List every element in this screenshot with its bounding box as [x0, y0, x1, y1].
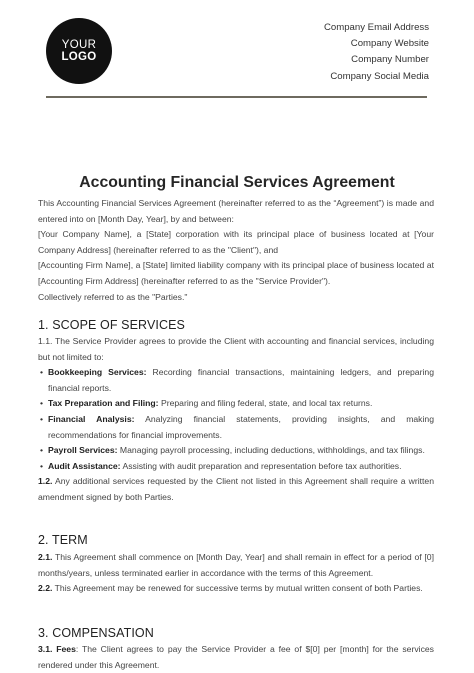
- company-logo: [46, 18, 112, 84]
- client-paragraph: [Your Company Name], a [State] corporation with its principal place of business located at [Your Company Address] (hereinafter referred to as the "Client"), and: [38, 229, 434, 255]
- section-3-body: [38, 642, 434, 673]
- provider-paragraph: [Accounting Firm Name], a [State] limited liability company with its principal place of business located at [Accounting Firm Address] (hereinafter referred to as the "Service Provider").: [38, 260, 434, 286]
- section-1-heading: 1. SCOPE OF SERVICES: [38, 318, 185, 332]
- bullet-term: Bookkeeping Services:: [48, 367, 147, 378]
- clause-number: 2.1.: [38, 552, 53, 562]
- section-2-heading: 2. TERM: [38, 533, 88, 547]
- company-email: Company Email Address: [323, 22, 429, 33]
- clause-number: 2.2.: [38, 583, 53, 594]
- bullet-text: Preparing and filing federal, state, and local tax returns.: [158, 398, 373, 409]
- bullet-text: Analyzing financial statements, providing insights, and making recommendations for financial improvements.: [48, 413, 435, 440]
- bullet-text: Recording financial transactions, maintaining ledgers, and preparing financial reports.: [48, 367, 434, 393]
- logo-line-2: LOGO: [61, 51, 97, 63]
- clause-1-1: 1.1. The Service Provider agrees to provide the Client with accounting and financial services, including but not limited to:: [38, 336, 434, 362]
- bullet-term: Payroll Services:: [48, 445, 118, 456]
- section-2-body: [38, 550, 434, 597]
- list-item: [48, 365, 434, 396]
- company-number: Company Number: [351, 54, 429, 66]
- intro-section: [38, 196, 434, 305]
- logo-line-1: YOUR: [61, 38, 97, 51]
- header-divider: [46, 96, 427, 98]
- clause-1-2: [38, 474, 434, 505]
- bullet-term: Tax Preparation and Filing:: [48, 398, 159, 409]
- clause-text: : The Client agrees to pay the Service Provider a fee of $[0] per [month] for the services rendered under this Agreement.: [38, 644, 434, 670]
- company-contact-block: [324, 20, 429, 85]
- clause-2-2: [38, 581, 434, 597]
- list-item: [48, 459, 434, 475]
- document-title: Accounting Financial Services Agreement: [79, 174, 395, 191]
- intro-paragraph: This Accounting Financial Services Agreement (hereinafter referred to as the “Agreement”) is made and entered into on [Month Day, Year], by and between:: [38, 198, 434, 224]
- clause-2-1: [38, 550, 434, 581]
- clause-text: This Agreement shall commence on [Month Day, Year] and shall remain in effect for a period of [0] months/years, unless terminated earlier in accordance with the terms of this Agreement.: [38, 552, 434, 578]
- parties-paragraph: Collectively referred to as the "Parties.": [38, 291, 188, 302]
- bullet-text: Assisting with audit preparation and representation before tax authorities.: [120, 460, 402, 471]
- section-1-body: [38, 334, 434, 506]
- clause-number: 1.2.: [38, 476, 53, 487]
- list-item: [48, 396, 434, 412]
- clause-3-1: [38, 642, 434, 673]
- services-list: [38, 365, 434, 474]
- clause-text: Any additional services requested by the Client not listed in this Agreement shall require a written amendment signed by both Parties.: [38, 476, 434, 502]
- list-item: [48, 443, 434, 459]
- list-item: [48, 412, 434, 443]
- clause-number: 3.1. Fees: [38, 644, 76, 654]
- company-social-media: Company Social Media: [330, 70, 429, 82]
- bullet-term: Financial Analysis:: [48, 413, 135, 424]
- section-3-heading: 3. COMPENSATION: [38, 626, 154, 640]
- clause-text: This Agreement may be renewed for successive terms by mutual written consent of both Parties.: [52, 583, 423, 594]
- bullet-term: Audit Assistance:: [48, 460, 121, 471]
- bullet-text: Managing payroll processing, including deductions, withholdings, and tax filings.: [117, 445, 425, 456]
- company-website: Company Website: [350, 38, 429, 50]
